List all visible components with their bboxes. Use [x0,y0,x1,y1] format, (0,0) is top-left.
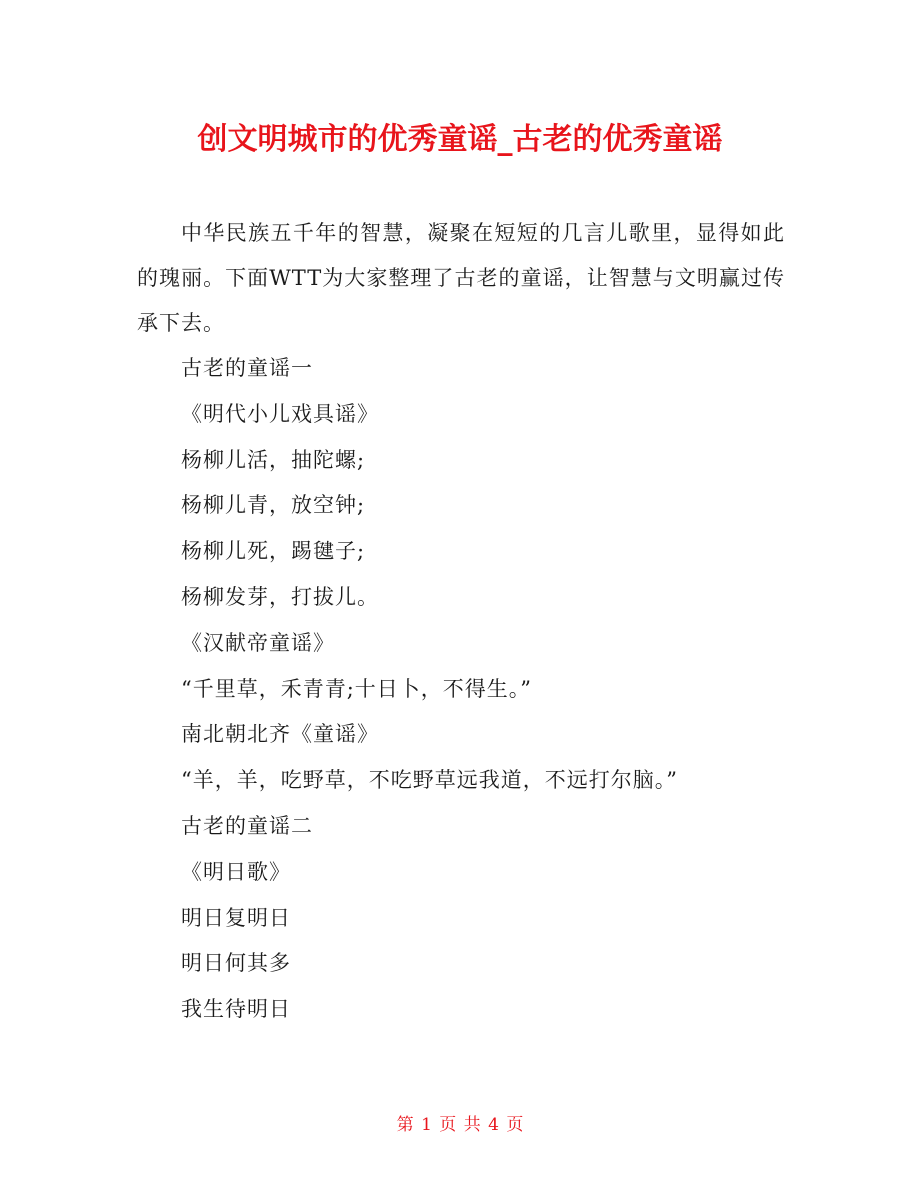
section-heading-1: 古老的童谣一 [181,356,313,380]
poem-line: 明日何其多 [181,951,291,976]
poem-title-tomorrow-song: 《明日歌》 [181,859,291,884]
poem-line: 杨柳儿死，踢毽子; [181,539,366,564]
document-title: 创文明城市的优秀童谣_古老的优秀童谣 [197,122,723,157]
poem-title-han-emperor: 《汉献帝童谣》 [181,630,335,655]
poem-title-ming-toys: 《明代小儿戏具谣》 [181,401,379,426]
poem-title-northern-qi: 南北朝北齐《童谣》 [181,722,379,747]
poem-line: 杨柳儿活，抽陀螺; [181,447,366,472]
document-body [137,211,785,1033]
poem-line: 明日复明日 [181,905,291,930]
poem-line: “千里草，禾青青;十日卜，不得生。” [181,676,533,701]
poem-line: 杨柳发芽，打拔儿。 [181,584,379,609]
section-heading-2: 古老的童谣二 [181,813,313,838]
poem-line: “羊，羊，吃野草，不吃野草远我道，不远打尔脑。” [181,768,678,793]
page-number-footer: 第 1 页 共 4 页 [396,1115,524,1135]
poem-line: 杨柳儿青，放空钟; [181,493,366,518]
intro-paragraph: 中华民族五千年的智慧，凝聚在短短的几言儿歌里，显得如此的瑰丽。下面WTT为大家整理了古老的童谣，让智慧与文明赢过传承下去。 [137,221,785,335]
poem-line: 我生待明日 [181,997,291,1022]
